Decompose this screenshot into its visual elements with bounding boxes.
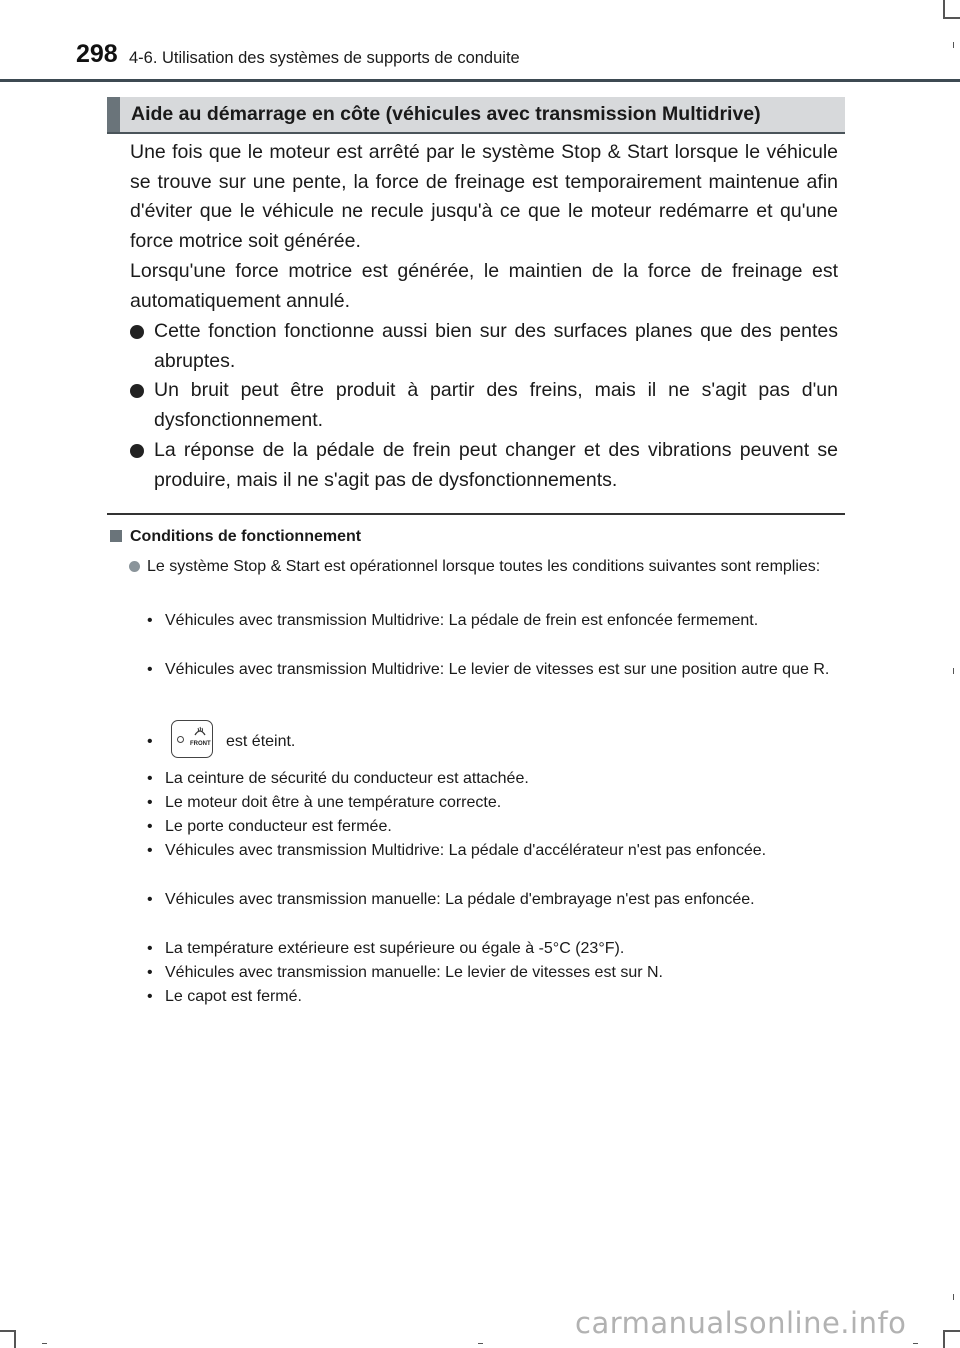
crop-mark: [953, 668, 954, 674]
bullet-mark: •: [147, 794, 153, 811]
bullet-mark: •: [147, 940, 153, 957]
condition-item: [147, 961, 838, 985]
bullet-dot: [130, 325, 144, 339]
conditions-intro-text: Le système Stop & Start est opérationnel lorsque toutes les conditions suivantes sont remplies:: [147, 558, 821, 575]
condition-item: [147, 985, 838, 1009]
chapter-title: 4-6. Utilisation des systèmes de supports de conduite: [129, 49, 520, 67]
bullet-mark: •: [147, 661, 153, 678]
crop-mark: [14, 1330, 16, 1348]
bullet-mark: •: [147, 842, 153, 859]
condition-item: [147, 791, 838, 815]
paragraph: Une fois que le moteur est arrêté par le système Stop & Start lorsque le véhicule se trouve sur une pente, la force de freinage est temporairement maintenue afin d'éviter que le véhicule ne recule jusqu'à ce que le moteur redémarre et qu'une force motrice soit générée.: [130, 141, 838, 252]
condition-text: Le porte conducteur est fermée.: [165, 818, 392, 835]
bullet-dot: [130, 444, 144, 458]
condition-item: [147, 658, 838, 682]
bullet-item: [130, 376, 838, 435]
bullet-dot: [129, 561, 140, 572]
section-title: Aide au démarrage en côte (véhicules avec transmission Multidrive): [131, 103, 761, 125]
crop-mark: [943, 1330, 960, 1332]
page-header: [0, 0, 960, 80]
crop-mark: [478, 1343, 483, 1344]
crop-mark: [953, 1294, 954, 1300]
defogger-symbol-icon: [193, 725, 207, 739]
bullet-mark: •: [147, 733, 153, 750]
bullet-mark: •: [147, 964, 153, 981]
crop-mark: [943, 1330, 945, 1348]
condition-text: Véhicules avec transmission Multidrive: La pédale de frein est enfoncée fermement.: [165, 612, 759, 629]
condition-text: Véhicules avec transmission Multidrive: La pédale d'accélérateur n'est pas enfoncée.: [165, 842, 767, 859]
condition-item: [147, 815, 838, 839]
crop-mark: [0, 1330, 15, 1332]
condition-text: Véhicules avec transmission manuelle: La pédale d'embrayage n'est pas enfoncée.: [165, 891, 755, 908]
front-label: FRONT: [190, 741, 211, 747]
bullet-item: [130, 436, 838, 495]
section-divider: [107, 513, 845, 515]
bullet-mark: •: [147, 891, 153, 908]
conditions-heading-text: Conditions de fonctionnement: [130, 528, 362, 545]
condition-item: [147, 888, 838, 912]
condition-text: Le capot est fermé.: [165, 988, 302, 1005]
condition-text: est éteint.: [226, 733, 296, 750]
bullet-text: Un bruit peut être produit à partir des freins, mais il ne s'agit pas d'un dysfonctionnement.: [154, 379, 838, 431]
condition-text: Véhicules avec transmission Multidrive: Le levier de vitesses est sur une position autre que R.: [165, 661, 830, 678]
section-heading-box: [107, 97, 845, 134]
condition-item: [147, 937, 838, 961]
condition-text: La température extérieure est supérieure ou égale à -5°C (23°F).: [165, 940, 625, 957]
crop-mark: [913, 1343, 918, 1344]
condition-item: [147, 767, 838, 791]
condition-text: Le moteur doit être à une température correcte.: [165, 794, 502, 811]
condition-item: [147, 609, 838, 633]
condition-text: La ceinture de sécurité du conducteur est attachée.: [165, 770, 529, 787]
bullet-mark: •: [147, 612, 153, 629]
page-number: 298: [76, 40, 118, 68]
bullet-mark: •: [147, 770, 153, 787]
condition-text: Véhicules avec transmission manuelle: Le levier de vitesses est sur N.: [165, 964, 663, 981]
crop-mark: [42, 1343, 47, 1344]
bullet-text: Cette fonction fonctionne aussi bien sur des surfaces planes que des pentes abruptes.: [154, 320, 838, 372]
indicator-light-icon: [177, 736, 184, 743]
bullet-dot: [130, 384, 144, 398]
front-defogger-switch-icon: [171, 720, 213, 758]
condition-item: [147, 839, 838, 863]
conditions-intro: [129, 555, 845, 579]
watermark: carmanualsonline.info: [575, 1306, 907, 1340]
section-heading-bar: [107, 97, 120, 132]
bullet-mark: •: [147, 988, 153, 1005]
bullet-item: [130, 317, 838, 376]
header-rule: [0, 79, 960, 82]
heading-square-icon: [110, 530, 122, 542]
bullet-mark: •: [147, 818, 153, 835]
bullet-text: La réponse de la pédale de frein peut changer et des vibrations peuvent se produire, mais il ne s'agit pas de dysfonctionnements.: [154, 439, 838, 491]
paragraph: Lorsqu'une force motrice est générée, le maintien de la force de freinage est automatiquement annulé.: [130, 260, 838, 312]
conditions-heading: [110, 528, 361, 546]
